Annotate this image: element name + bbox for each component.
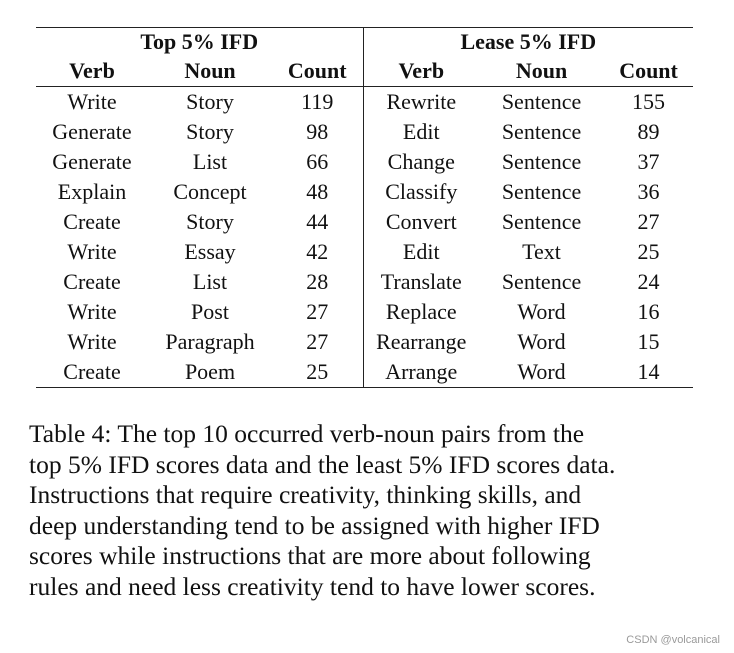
right-noun-cell: Sentence [479,87,604,118]
table-row [36,117,693,147]
right-noun-cell: Sentence [501,269,582,294]
left-noun-cell: Story [148,87,272,118]
left-group-header: Top 5% IFD [36,28,363,57]
left-verb-cell: Create [36,357,148,388]
right-noun-cell: Sentence [501,119,582,144]
left-noun-cell: Concept [173,179,247,204]
left-count-cell: 42 [272,237,363,267]
table-body [36,87,693,388]
table-row [36,87,693,118]
left-count-cell: 27 [272,327,363,357]
left-count-cell: 28 [272,267,363,297]
left-count-cell: 66 [272,147,363,177]
right-count-cell: 15 [637,329,660,354]
left-noun-cell: Paragraph [165,329,255,354]
right-count-header: Count [619,58,678,83]
right-verb-cell: Change [387,149,455,174]
table-row [36,237,693,267]
left-noun-cell: Post [191,299,229,324]
right-group-header: Lease 5% IFD [363,28,693,57]
group-header-row [36,28,693,57]
left-verb-cell: Generate [52,119,132,144]
right-noun-cell: Sentence [501,209,582,234]
table-row [36,267,693,297]
right-noun-header: Noun [515,58,568,83]
caption-line: Instructions that require creativity, thinking skills, and [29,480,582,509]
right-count-cell: 27 [637,209,660,234]
left-verb-cell: Write [67,329,117,354]
left-noun-cell: List [192,149,228,174]
right-verb-cell: Replace [385,299,457,324]
table-row [36,297,693,327]
left-noun-cell: Story [186,209,234,234]
right-verb-header: Verb [398,58,445,83]
right-verb-cell: Rewrite [363,87,479,118]
caption-line: deep understanding tend to be assigned with higher IFD [29,510,600,540]
left-verb-cell: Write [67,299,117,324]
left-noun-cell: Essay [184,239,236,264]
left-noun-cell: List [192,269,228,294]
right-noun-cell: Word [517,329,566,354]
left-count-header: Count [272,56,363,87]
left-verb-header: Verb [69,58,115,83]
right-verb-cell: Arrange [363,357,479,388]
left-noun-cell: Story [186,119,234,144]
left-verb-cell: Generate [52,149,132,174]
watermark: CSDN @volcanical [626,634,720,646]
right-count-cell: 16 [637,299,660,324]
right-verb-cell: Edit [402,119,440,144]
caption-line: Table 4: The top 10 occurred verb-noun pairs from the [29,419,585,448]
left-count-cell: 98 [272,117,363,147]
right-count-cell: 155 [604,87,693,118]
table-row [36,177,693,207]
left-count-cell: 27 [272,297,363,327]
right-count-cell: 89 [637,119,660,144]
right-count-cell: 25 [637,239,660,264]
right-noun-cell: Word [517,299,566,324]
right-noun-cell: Sentence [501,149,582,174]
right-verb-cell: Classify [385,179,458,204]
column-header-row [36,56,693,87]
right-count-cell: 36 [637,179,660,204]
left-verb-cell: Write [36,87,148,118]
left-count-cell: 25 [272,357,363,388]
right-noun-cell: Sentence [501,179,582,204]
left-verb-cell: Write [67,239,117,264]
left-count-cell: 119 [272,87,363,118]
table-row [36,327,693,357]
right-count-cell: 24 [637,269,660,294]
right-verb-cell: Convert [385,209,457,234]
table-caption [29,419,713,602]
table-row [36,357,693,388]
left-count-cell: 48 [272,177,363,207]
left-noun-header: Noun [184,58,236,83]
left-count-cell: 44 [272,207,363,237]
verb-noun-table [36,27,693,388]
table-row [36,207,693,237]
caption-line: rules and need less creativity tend to have lower scores. [29,571,596,601]
caption-line: top 5% IFD scores data and the least 5% IFD scores data. [29,449,616,479]
caption-line: scores while instructions that are more about following [29,541,591,570]
right-verb-cell: Edit [402,239,440,264]
right-verb-cell: Translate [380,269,462,294]
left-noun-cell: Poem [148,357,272,388]
right-count-cell: 37 [637,149,660,174]
left-verb-cell: Create [63,209,121,234]
left-verb-cell: Create [63,269,121,294]
table-row [36,147,693,177]
right-noun-cell: Text [522,239,561,264]
right-noun-cell: Word [479,357,604,388]
right-count-cell: 14 [604,357,693,388]
left-verb-cell: Explain [57,179,127,204]
right-verb-cell: Rearrange [376,329,467,354]
